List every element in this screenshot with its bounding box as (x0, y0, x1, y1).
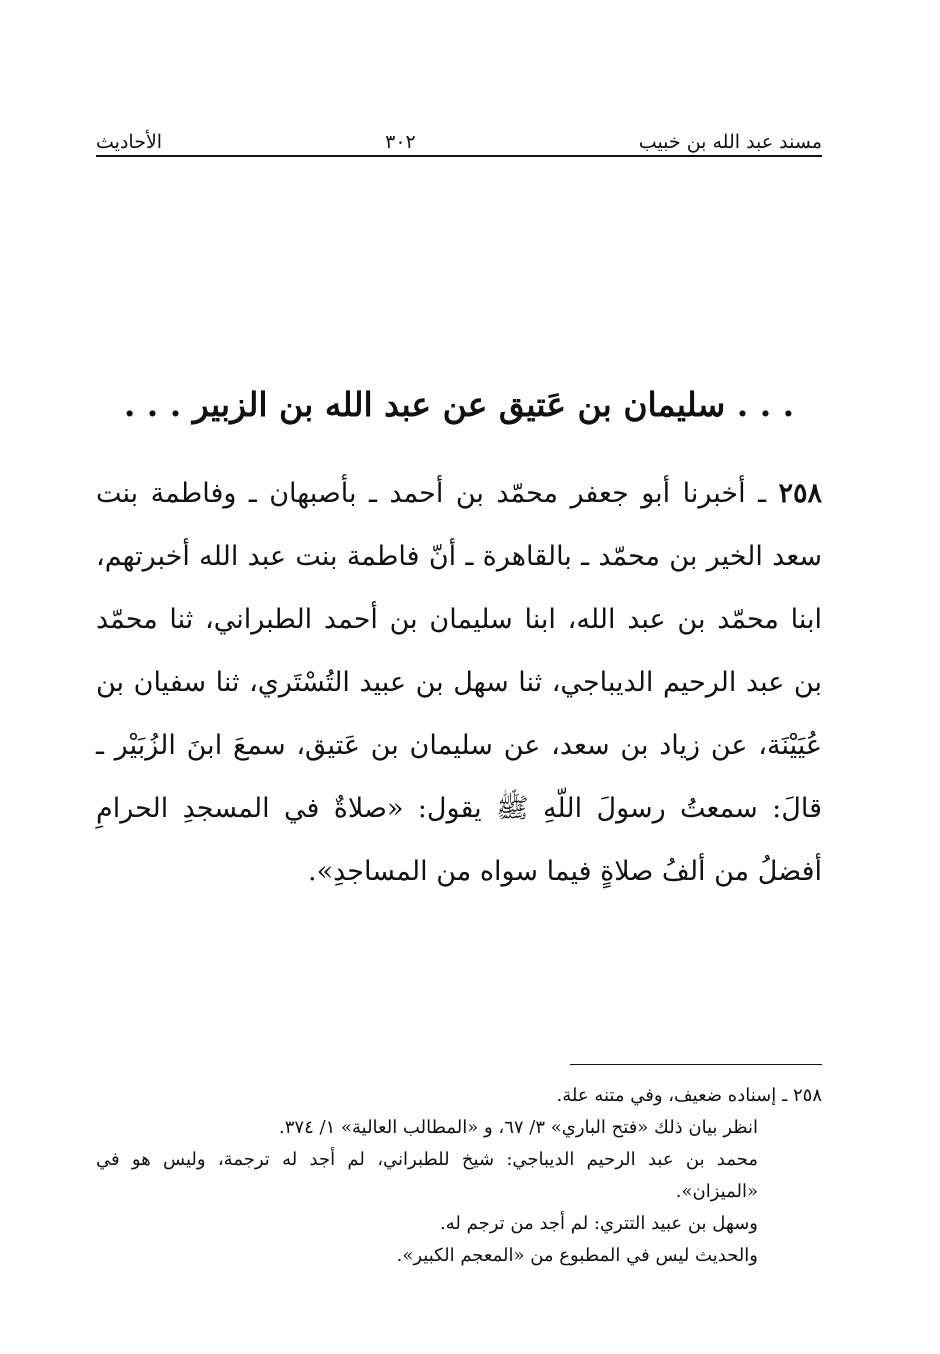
running-header (96, 120, 822, 154)
footnote-rule (570, 1064, 822, 1065)
footnotes (96, 1080, 822, 1272)
hadith-number: ٢٥٨ (778, 478, 822, 509)
page-number: ٣٠٢ (385, 131, 416, 154)
book-title: مسند عبد الله بن خبيب (638, 131, 822, 154)
footnote-text-1: ـ إسناده ضعيف، وفي متنه علة. (556, 1085, 788, 1106)
footnote-line-4: «الميزان». (675, 1181, 758, 1202)
section-name: الأحاديث (96, 131, 163, 154)
hadith-text: ـ أخبرنا أبو جعفر محمّد بن أحمد ـ بأصبهان ـ وفاطمة بنت سعد الخير بن محمّد ـ بالقاهرة ـ أنّ فاطمة بنت عبد الله أخبرتهم، ابنا محمّد بن عبد الله، ابنا سليمان بن أحمد الطبراني، ثنا محمّد بن عبد الرحيم الديباجي، ثنا سهل بن عبيد التُسْتَري، ثنا سفيان بن عُيَيْنَة، عن زياد بن سعد، عن سليمان بن عَتيق، سمعَ ابنَ الزُبَيْر ـ قالَ: سمعتُ رسولَ اللّهِ ﷺ يقول: «صلاةٌ في المسجدِ الحرامِ أفضلُ من ألفُ صلاةٍ فيما سواه من المساجدِ». (96, 478, 822, 887)
section-title: . . . سليمان بن عَتيق عن عبد الله بن الزبير . . . (123, 385, 795, 424)
footnote-line-2: انظر بيان ذلك «فتح الباري» ٣/ ٦٧، و «المطالب العالية» ١/ ٣٧٤. (279, 1117, 758, 1138)
footnote-line-5: وسهل بن عبيد التتري: لم أجد من ترجم له. (440, 1213, 758, 1234)
header-rule (96, 155, 822, 157)
hadith-block (96, 462, 822, 903)
footnote-line-6: والحديث ليس في المطبوع من «المعجم الكبير». (396, 1245, 758, 1266)
footnote-line-1 (96, 1080, 822, 1112)
footnote-line-3: محمد بن عبد الرحيم الديباجي: شيخ للطبراني، لم أجد له ترجمة، وليس هو في (96, 1149, 758, 1170)
footnote-number: ٢٥٨ (792, 1085, 822, 1106)
